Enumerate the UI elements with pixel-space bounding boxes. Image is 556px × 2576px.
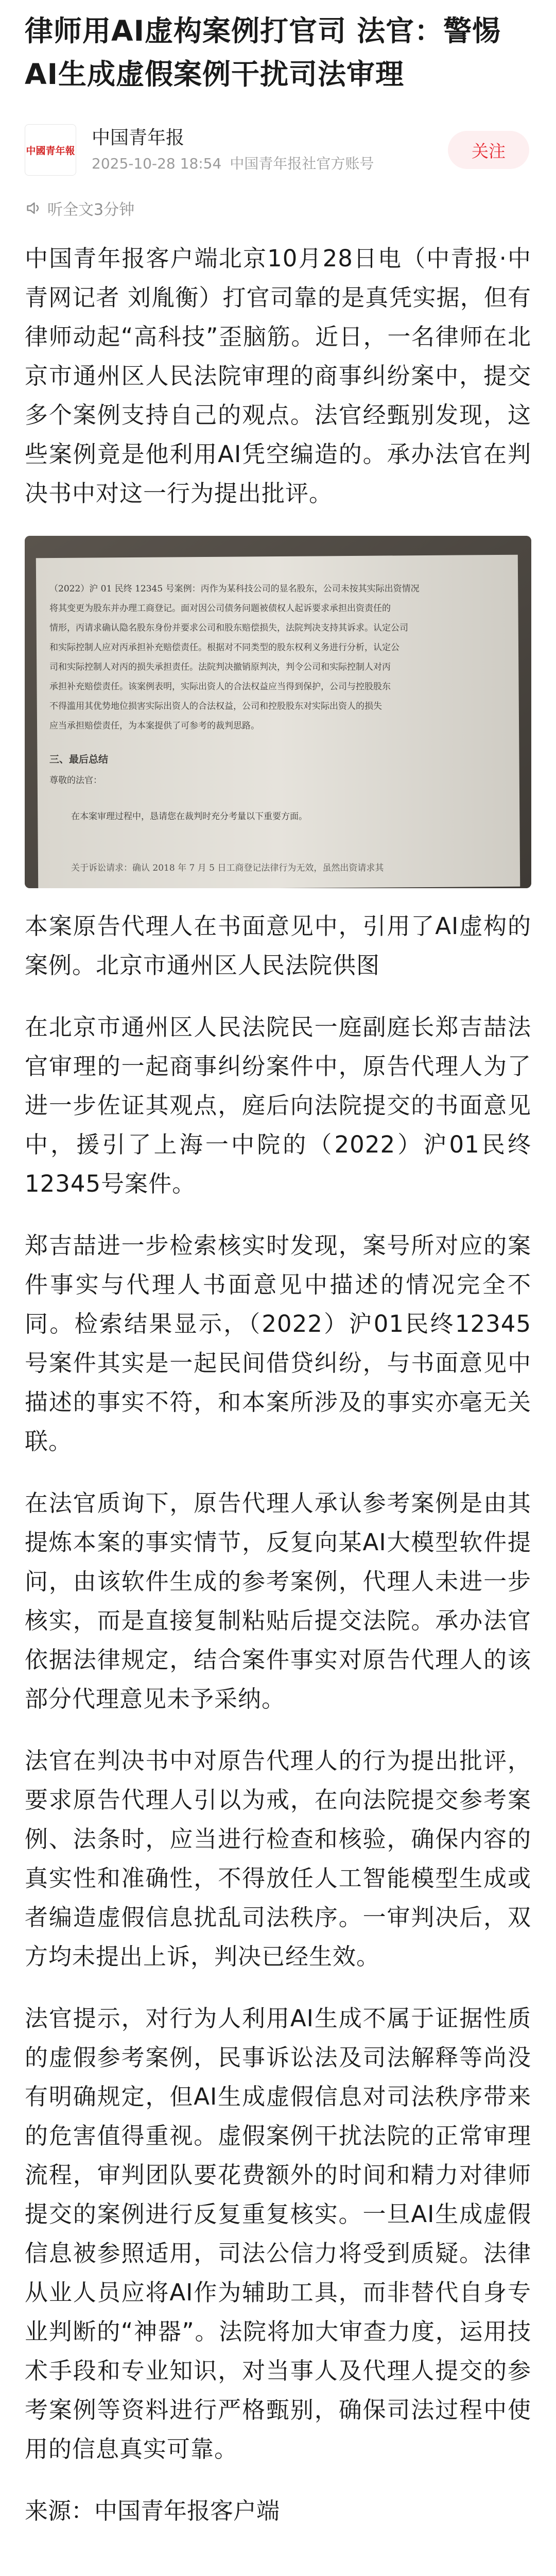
- paragraph: 郑吉喆进一步检索核实时发现，案号所对应的案件事实与代理人书面意见中描述的情况完全不同。检索结果显示，（2022）沪01民终12345号案件其实是一起民间借贷纠纷，与书面意见中描述的事实不符，和本案所涉及的事实亦毫无关联。: [25, 1232, 531, 1455]
- follow-button[interactable]: 关注: [448, 131, 529, 169]
- publish-time: 2025-10-28 18:54: [92, 155, 222, 172]
- paragraph: 法官提示，对行为人利用AI生成不属于证据性质的虚假参考案例，民事诉讼法及司法解释等尚没有明确规定，但AI生成虚假信息对司法秩序带来的危害值得重视。虚假案例干扰法院的正常审理流程，审判团队要花费额外的时间和精力对律师提交的案例进行反复重复核实。一旦AI生成虚假信息被参照适用，司法公信力将受到质疑。法律从业人员应将AI作为辅助工具，而非替代自身专业判断的“神器”。法院将加大审查力度，运用技术手段和专业知识，对当事人及代理人提交的参考案例等资料进行严格甄别，确保司法过程中使用的信息真实可靠。: [25, 2005, 531, 2463]
- avatar[interactable]: [25, 124, 76, 176]
- article-source: 来源：中国青年报客户端: [25, 2497, 280, 2524]
- doc-line: 应当承担赔偿责任，为本案提供了可参考的裁判思路。: [49, 721, 259, 731]
- doc-line: 司和实际控制人对丙的损失承担责任。法院判决撤销原判决，判令公司和实际控制人对丙: [49, 662, 391, 672]
- image-caption: 本案原告代理人在书面意见中，引用了AI虚构的案例。北京市通州区人民法院供图: [25, 912, 531, 979]
- doc-line: 不得滥用其优势地位损害实际出资人的合法权益，公司和控股股东对实际出资人的损失: [49, 701, 382, 711]
- listen-row[interactable]: [25, 197, 531, 219]
- account-desc: 中国青年报社官方账号: [230, 155, 374, 172]
- author-sub: [92, 154, 448, 174]
- doc-line: 承担补充赔偿责任。该案例表明，实际出资人的合法权益应当得到保护，公司与控股股东: [49, 682, 391, 692]
- author-row: [25, 122, 531, 178]
- author-name[interactable]: 中国青年报: [92, 127, 185, 148]
- doc-line: 和实际控制人应对丙承担补充赔偿责任。根据对不同类型的股东权利义务进行分析，认定公: [49, 642, 399, 653]
- speaker-icon: [25, 199, 42, 217]
- doc-line: 将其变更为股东并办理工商登记。面对因公司债务问题被债权人起诉要求承担出资责任的: [49, 603, 391, 614]
- doc-line: （2022）沪 01 民终 12345 号案例：丙作为某科技公司的显名股东，公司未按其实际出资情况: [49, 584, 420, 594]
- author-meta: [92, 126, 448, 174]
- article-content: [25, 239, 531, 2531]
- paragraph: 在北京市通州区人民法院民一庭副庭长郑吉喆法官审理的一起商事纠纷案件中，原告代理人为了进一步佐证其观点，庭后向法院提交的书面意见中，援引了上海一中院的（2022）沪01民终12345号案件。: [25, 1013, 531, 1197]
- article-title: 律师用AI虚构案例打官司 法官：警惕AI生成虚假案例干扰司法审理: [25, 14, 501, 91]
- doc-line: 关于诉讼请求：确认 2018 年 7 月 5 日工商登记法律行为无效，虽然出资请求其: [71, 863, 384, 873]
- doc-line: 在本案审理过程中，恳请您在裁判时充分考量以下重要方面。: [71, 811, 307, 822]
- document-photo[interactable]: [25, 536, 531, 888]
- doc-line: 情形，丙请求确认隐名股东身份并要求公司和股东赔偿损失，法院判决支持其诉求。认定公司: [49, 623, 408, 633]
- paragraph: 在法官质询下，原告代理人承认参考案例是由其提炼本案的事实情节，反复向某AI大模型软件提问，由该软件生成的参考案例，代理人未进一步核实，而是直接复制粘贴后提交法院。承办法官依据法律规定，结合案件事实对原告代理人的该部分代理意见未予采纳。: [25, 1489, 531, 1713]
- document-photo-graphic: [25, 536, 531, 888]
- paragraph: 中国青年报客户端北京10月28日电（中青报·中青网记者 刘胤衡）打官司靠的是真凭实据，但有律师动起“高科技”歪脑筋。近日，一名律师在北京市通州区人民法院审理的商事纠纷案中，提交多个案例支持自己的观点。法官经甄别发现，这些案例竟是他利用AI凭空编造的。承办法官在判决书中对这一行为提出批评。: [25, 245, 531, 507]
- listen-label: 听全文3分钟: [47, 201, 135, 219]
- doc-heading: 三、最后总结: [49, 754, 109, 765]
- doc-line: 尊敬的法官：: [49, 775, 102, 786]
- avatar-logo-text: 中國青年報: [26, 145, 75, 157]
- paragraph: 法官在判决书中对原告代理人的行为提出批评，要求原告代理人引以为戒，在向法院提交参考案例、法条时，应当进行检查和核验，确保内容的真实性和准确性，不得放任人工智能模型生成或者编造虚假信息扰乱司法秩序。一审判决后，双方均未提出上诉，判决已经生效。: [25, 1747, 531, 1970]
